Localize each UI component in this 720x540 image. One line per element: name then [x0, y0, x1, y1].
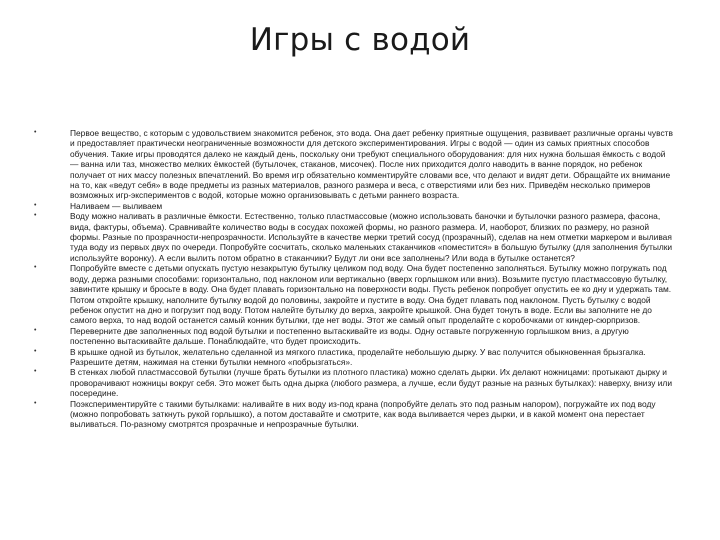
list-item-text: В стенках любой пластмассовой бутылки (лучше брать бутылки из плотного пластика) можно сделать дырки. Их делают ножницами: протыкают дырку и проворачивают ножницы вокруг себя. Это может быть одна дырка (любого размера, а лучше, если будут разные на разных бутылках): наверху, внизу или посередине.: [70, 367, 672, 399]
list-item: [34, 128, 674, 201]
bullet-icon: •: [34, 264, 37, 272]
list-item: [34, 263, 674, 325]
list-item-text: В крышке одной из бутылок, желательно сделанной из мягкого пластика, проделайте небольшую дырку. У вас получится обыкновенная брызгалка. Разрешите детям, нажимая на стенки бутылки немного «побрызгаться».: [70, 346, 646, 367]
bullet-icon: •: [34, 201, 37, 209]
bullet-icon: •: [34, 212, 37, 220]
list-item: [34, 399, 674, 430]
list-item: [34, 326, 674, 347]
list-item: [34, 367, 674, 398]
slide-title: Игры с водой: [249, 22, 471, 58]
bullet-icon: •: [34, 129, 37, 136]
list-item-text: Попробуйте вместе с детьми опускать пустую незакрытую бутылку целиком под воду. Она будет постепенно заполняться. Бутылку можно погружать под воду, держа разными способами: горизонтально, под наклоном или вертикально (вверх горлышком или вниз). Возьмите пустую пластмассовую бутылку, завинтите крышку и бросьте в воду. Она будет плавать горизонтально на поверхности воды. Пусть ребенок попробует опустить ее ко дну и удержать там. Потом откройте крышку, наполните бутылку водой до половины, закройте и пустите в воду. Она будет плавать под наклоном. Пусть бутылку с водой ребенок опустит на дно и погрузит под воду. Потом налейте бутылку до верха, закройте крышкой. Она будет тонуть в воде. Если вы заполните не до самого верха, то над водой останется самый конник бутылки, где нет воды. Этот же самый опыт проделайте с коробочками от киндер-сюрпризов.: [70, 263, 672, 326]
list-item: [34, 211, 674, 263]
list-item-text: Первое вещество, с которым с удовольствием знакомится ребенок, это вода. Она дает ребенку приятные ощущения, развивает различные органы чувств и предоставляет практически неограниченные возможности для детского экспериментирования. Игры с водой — один из самых приятных способов обучения. Такие игры проводятся далеко не каждый день, поскольку они требуют специального оборудования: для них нужна большая ёмкость с водой — ванна или таз, множество мелких ёмкостей (бутылочек, стаканов, мисочек). После них приходится долго наводить в ванне порядок, но ребенок получает от них массу полезных впечатлений. Во время игр обязательно комментируйте словами все, что делают и видят дети. Обращайте их внимание на то, как «ведут себя» в воде предметы из разных материалов, разного размера и веса, с отверстиями или без них. Приведём несколько примеров возможных игр-экспериментов с водой, которые можно организовывать с детьми раннего возраста.: [70, 128, 673, 201]
list-item-text: Поэкспериментируйте с такими бутылками: наливайте в них воду из-под крана (попробуйте делать это под разным напором), погружайте их под воду (можно попробовать заткнуть рукой горлышко), а потом доставайте и смотрите, как вода выливается через дырки, и в какой момент она перестает выливаться. По-разному смотрятся прозрачные и непрозрачные бутылки.: [70, 398, 656, 430]
slide-body: [34, 128, 674, 430]
list-item-text: Воду можно наливать в различные ёмкости. Естественно, только пластмассовые (можно использовать баночки и бутылочки разного размера, фасона, вида, фактуры, объема). Сравнивайте количество воды в сосудах похожей формы, но разного размера. И, наоборот, близких по размеру, но разной формы. Разные по прозрачности-непрозрачности. Используйте в качестве мерки третий сосуд (прозрачный), сделав на нем отметки маркером и выливая туда воду из первых двух по очереди. Попробуйте сосчитать, сколько маленьких стаканчиков «поместится» в большую бутылку (для заполнения бутылки используйте воронку). А если вылить потом обратно в стаканчики? Будут ли они все заполнены? Или вода в бутылке останется?: [70, 211, 673, 263]
bullet-icon: •: [34, 326, 37, 334]
list-item-text: Переверните две заполненных под водой бутылки и постепенно вытаскивайте из воды. Одну оставьте погруженную горлышком вниз, а другую постепенно вытаскивайте дальше. Понаблюдайте, что будет происходить.: [70, 325, 629, 347]
bullet-icon: •: [34, 347, 37, 355]
list-item: [34, 347, 674, 368]
bullet-icon: •: [34, 368, 37, 376]
list-item: [34, 201, 674, 211]
bullet-icon: •: [34, 399, 37, 407]
list-item-text: Наливаем — выливаем: [70, 200, 163, 211]
bullet-list: [34, 128, 674, 430]
